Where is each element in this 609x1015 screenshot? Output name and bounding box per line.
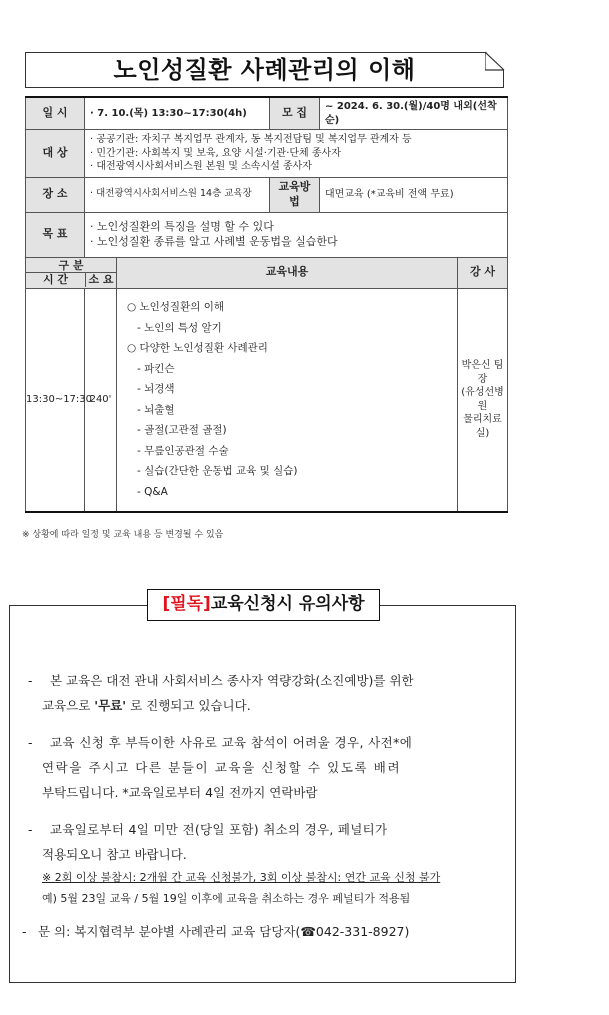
notice-item: [28, 730, 498, 805]
content-item: - 파킨슨: [137, 362, 175, 375]
method-label: 교육방법: [270, 178, 320, 213]
notice-item: [28, 668, 498, 718]
date-label: 일 시: [26, 97, 85, 130]
penalty-note: ※ 2회 이상 불참시: 2개월 간 교육 신청불가, 3회 이상 불참시: 연간 교육 신청 불가: [42, 871, 441, 884]
notice-items: [22, 668, 498, 944]
division-header: [26, 257, 117, 288]
instructor-line: 물리치료실): [463, 414, 502, 439]
content-item: - 뇌출혈: [137, 403, 175, 416]
page-title-text: 노인성질환 사례관리의 이해: [113, 56, 416, 84]
notice-title: [147, 589, 380, 621]
goal-line: · 노인성질환의 특징을 설명 할 수 있다: [90, 219, 274, 233]
date-value: · 7. 10.(목) 13:30~17:30(4h): [85, 97, 270, 130]
change-note: ※ 상황에 따라 일정 및 교육 내용 등 변경될 수 있음: [22, 530, 224, 540]
notice-line: 적용되오니 참고 바랍니다.: [42, 847, 187, 862]
recruit-label: 모 집: [270, 97, 320, 130]
notice-text: 교육으로: [42, 698, 95, 713]
notice-line: 부탁드립니다. *교육일로부터 4일 전까지 연락바람: [42, 785, 318, 800]
content-item: - 골절(고관절 골절): [137, 424, 227, 437]
target-line: · 대전광역시사회서비스원 본원 및 소속시설 종사자: [90, 161, 312, 173]
folded-corner-icon: [485, 51, 505, 71]
content-item: - 무릎인공관절 수술: [137, 444, 229, 457]
penalty-example: 예) 5월 23일 교육 / 5월 19일 이후에 교육을 취소하는 경우 페널티가 적용됨: [42, 892, 411, 905]
instructor-line: (유성선병원: [461, 387, 504, 412]
method-value: 대면교육 (*교육비 전액 무료): [320, 178, 508, 213]
free-highlight: '무료': [94, 698, 127, 713]
time-header: 시 간: [26, 273, 86, 287]
content-cell: [117, 288, 458, 512]
notice-item: [22, 919, 498, 944]
instructor-line: 박은신 팀장: [461, 360, 504, 385]
recruit-value: ~ 2024. 6. 30.(월)/40명 내외(선착순): [320, 97, 508, 130]
content-list: [127, 297, 447, 502]
bullet-dash: -: [28, 673, 33, 688]
instructor-value: [458, 288, 508, 512]
content-item: - 실습(간단한 운동법 교육 및 실습): [137, 465, 298, 478]
course-info-table: [25, 96, 508, 513]
notice-line: 본 교육은 대전 관내 사회서비스 종사자 역량강화(소진예방)를 위한: [50, 673, 414, 688]
bullet-dash: -: [22, 924, 27, 939]
bullet-dash: -: [28, 735, 33, 750]
notice-title-required: [필독]: [162, 594, 211, 614]
notice-line: 교육 신청 후 부득이한 사유로 교육 참석이 어려울 경우, 사전*에: [50, 735, 413, 750]
place-label: 장 소: [26, 178, 85, 213]
duration-value: 240': [85, 288, 117, 512]
time-value: 13:30~17:30: [26, 288, 85, 512]
notice-item: [28, 817, 498, 909]
instructor-header: 강 사: [458, 257, 508, 288]
content-item: - Q&A: [137, 485, 168, 498]
content-item: ○ 노인성질환의 이해: [127, 301, 224, 314]
notice-title-text: 교육신청시 유의사항: [210, 594, 365, 614]
target-label: 대 상: [26, 130, 85, 178]
notice-text: 로 진행되고 있습니다.: [126, 698, 251, 713]
goal-line: · 노인성질환 종류를 알고 사례별 운동법을 실습한다: [90, 234, 338, 248]
content-item: - 뇌경색: [137, 383, 175, 396]
target-line: · 민간기관: 사회복지 및 보육, 요양 시설·기관·단체 종사자: [90, 147, 341, 159]
content-header: 교육내용: [117, 257, 458, 288]
notice-line: 교육일로부터 4일 미만 전(당일 포함) 취소의 경우, 페널티가: [50, 822, 388, 837]
bullet-dash: -: [28, 822, 33, 837]
notice-line: [28, 693, 498, 718]
place-value: · 대전광역시사회서비스원 14층 교육장: [85, 178, 270, 213]
goal-value: [85, 212, 508, 257]
goal-label: 목 표: [26, 212, 85, 257]
content-item: - 노인의 특성 알기: [137, 321, 222, 334]
content-item: ○ 다양한 노인성질환 사례관리: [127, 342, 268, 355]
duration-header: 소 요: [88, 272, 114, 286]
target-line: · 공공기관: 자치구 복지업무 관계자, 동 복지전담팀 및 복지업무 관계자 등: [90, 134, 412, 146]
division-label: 구 분: [26, 259, 116, 273]
contact-line: 문 의: 복지협력부 분야별 사례관리 교육 담당자(☎042-331-8927): [38, 924, 410, 939]
page-title: [25, 52, 504, 88]
target-value: [85, 130, 508, 178]
notice-line: 연락을 주시고 다른 분들이 교육을 신청할 수 있도록 배려: [42, 760, 402, 775]
